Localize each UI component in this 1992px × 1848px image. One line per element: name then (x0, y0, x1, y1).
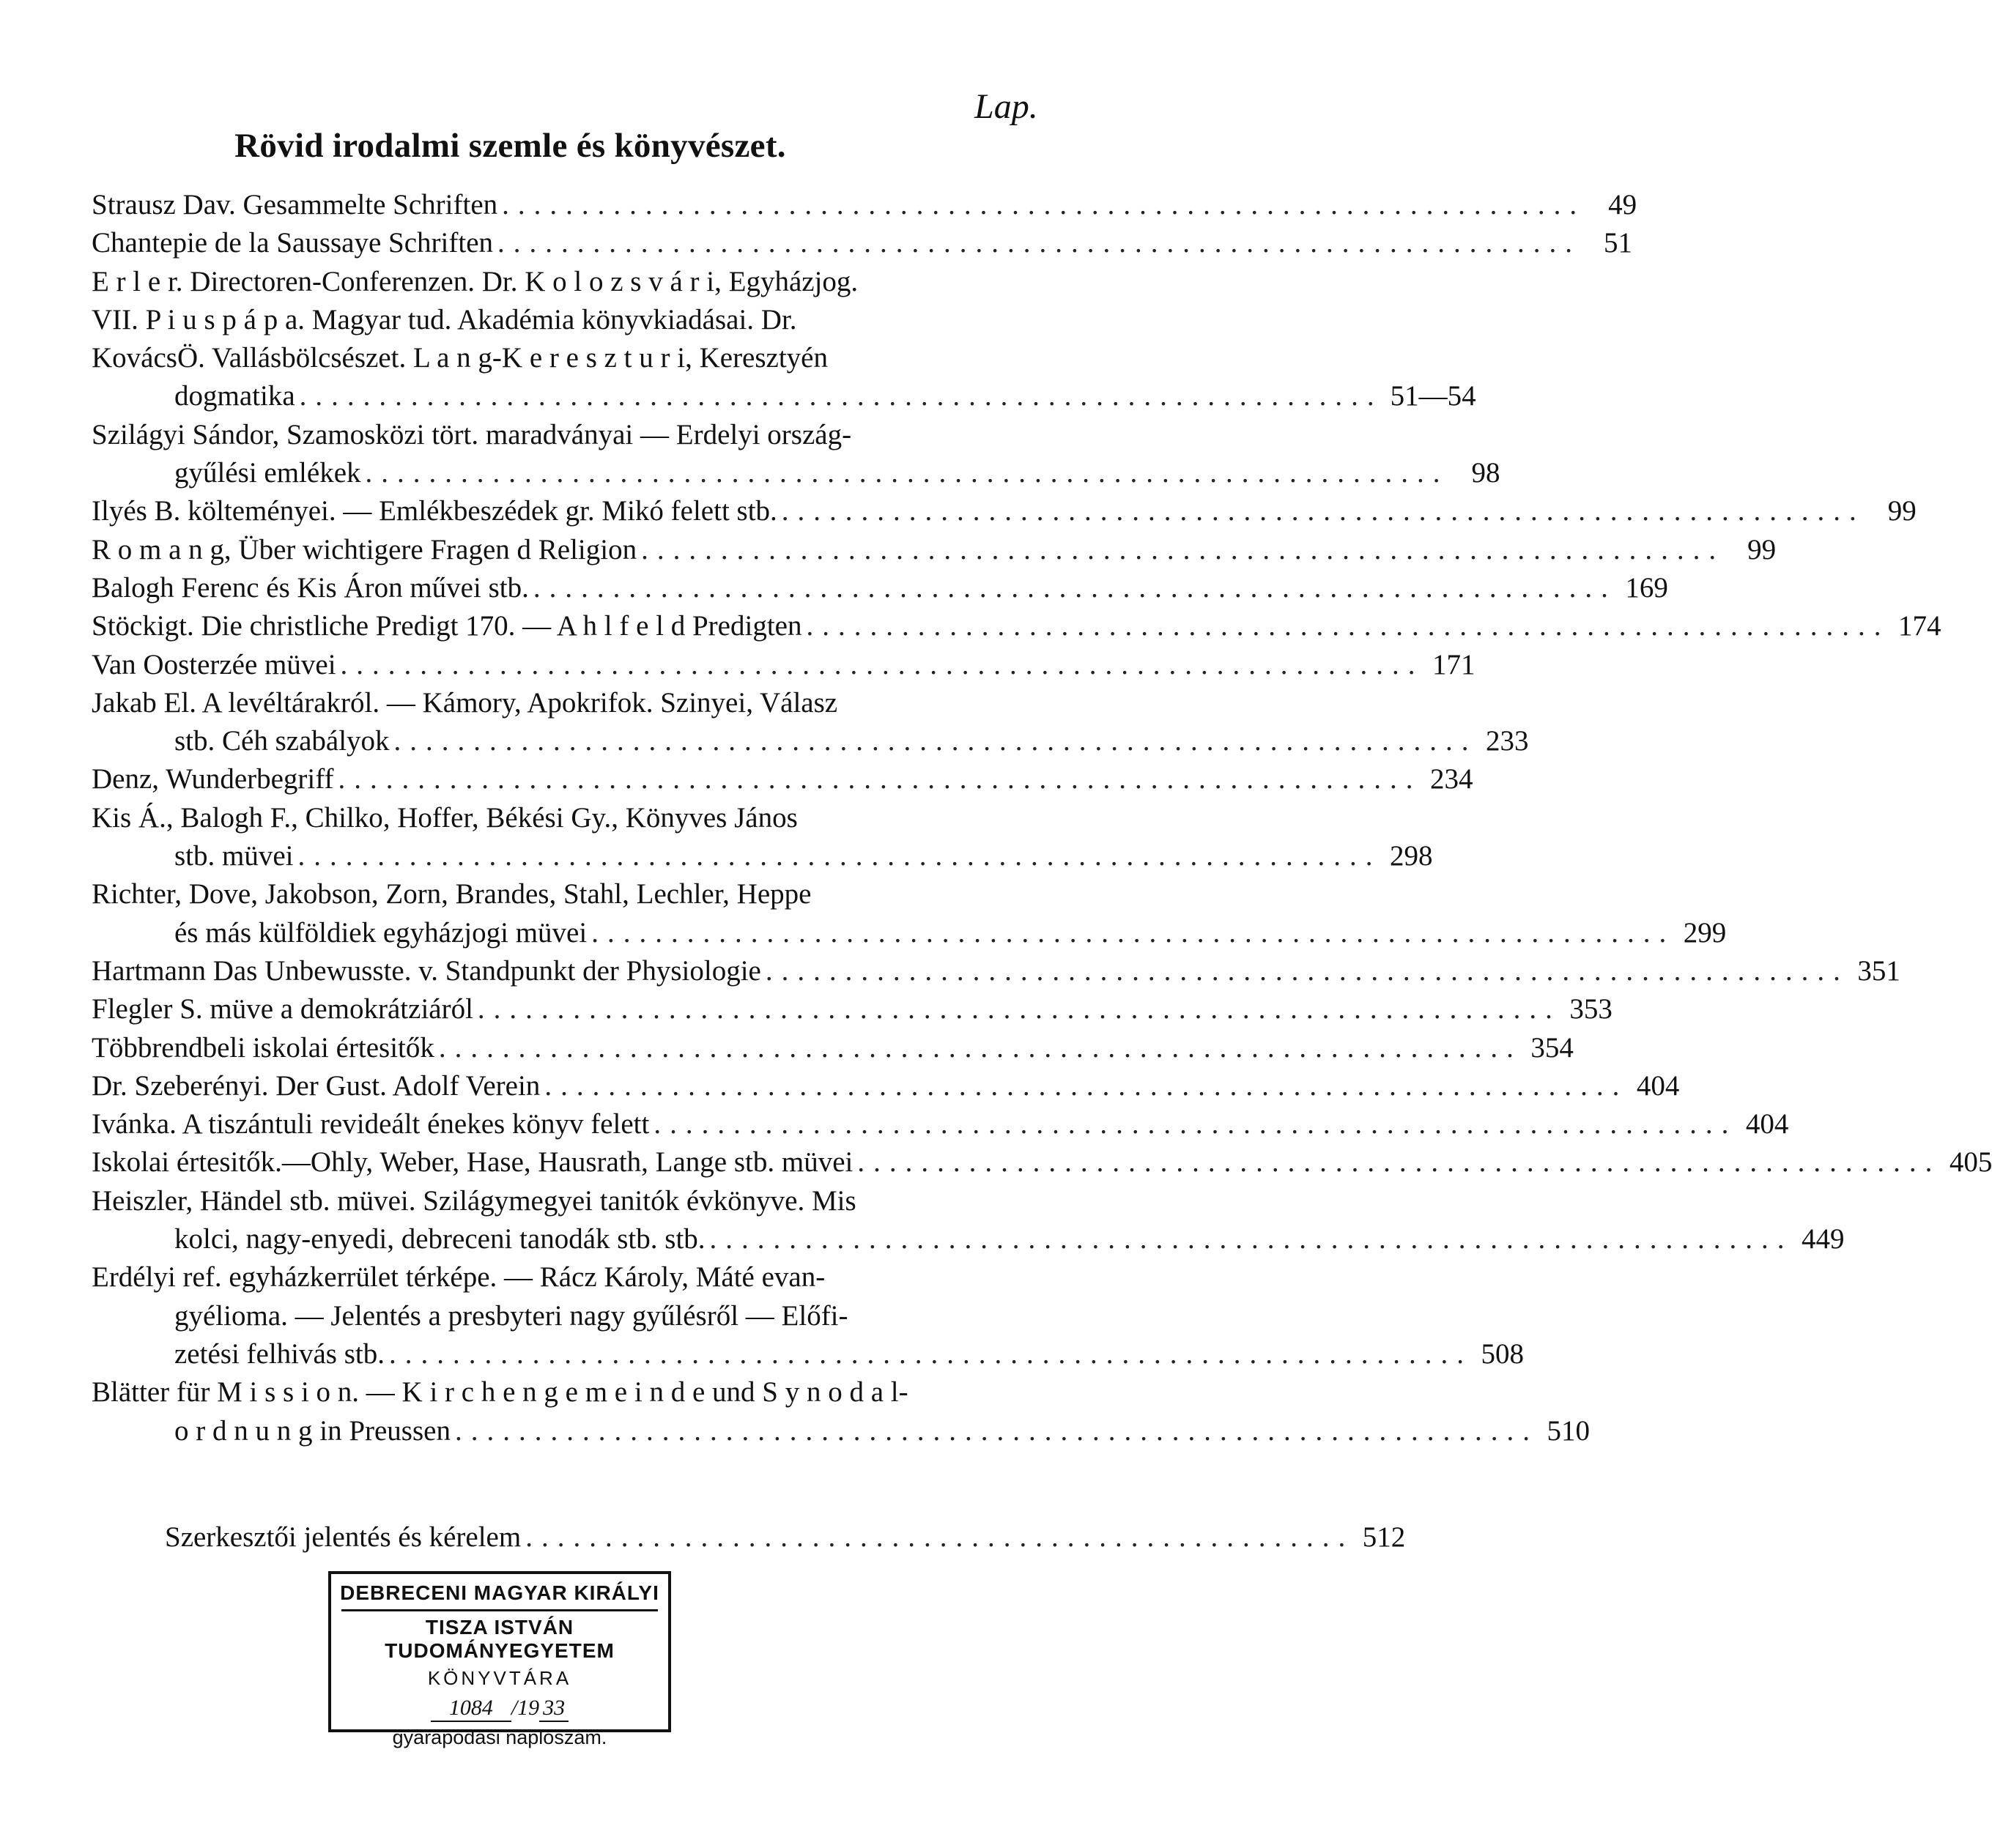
toc-line (92, 186, 1637, 224)
toc-line-text: dogmatika (174, 380, 295, 412)
toc-page-number: 351 (1857, 954, 1900, 987)
toc-page-number: 233 (1486, 725, 1529, 757)
leader-dots: .................................................................... (806, 610, 1890, 642)
toc-line (92, 1105, 1789, 1143)
toc-page-number: 169 (1625, 571, 1668, 604)
stamp-line-5: gyarapodási naplószám. (392, 1726, 607, 1748)
toc-line-text: zetési felhivás stb. (174, 1337, 385, 1370)
toc-line (92, 416, 1050, 454)
toc-page-number: 99 (1747, 533, 1777, 565)
toc-entry (92, 799, 1433, 876)
toc-entry (92, 684, 1529, 761)
toc-line-text: R o m a n g, Über wichtigere Fragen d Religion (92, 533, 637, 565)
stamp-year-prefix: /19 (511, 1696, 540, 1720)
toc-page-number: 51 (1604, 227, 1632, 259)
toc-line-text: Ivánka. A tiszántuli revideált énekes könyv felett (92, 1108, 650, 1140)
leader-dots: .................................................................... (591, 916, 1676, 949)
leader-dots: .................................................................... (857, 1146, 1941, 1179)
toc-line (92, 875, 1050, 913)
leader-dots: .................................................................... (641, 533, 1725, 565)
stamp-line-3: KÖNYVTÁRA (427, 1667, 572, 1689)
toc-line-text: Iskolai értesitők.—Ohly, Weber, Hase, Hausrath, Lange stb. müvei (92, 1146, 854, 1179)
toc-line-text: Van Oosterzée müvei (92, 648, 336, 680)
leader-dots: .................................................... (525, 1521, 1355, 1553)
toc-page-number: 449 (1802, 1223, 1845, 1255)
leader-dots: .................................................................... (497, 227, 1581, 259)
toc-line (92, 224, 1632, 262)
stamp-line-1: DEBRECENI MAGYAR KIRÁLYI (340, 1581, 659, 1604)
toc-entry (92, 531, 1777, 569)
toc-line-text: Szilágyi Sándor, Szamosközi tört. maradványai — Erdelyi ország- (92, 418, 852, 450)
leader-dots: .................................................................... (502, 189, 1586, 220)
toc-line (92, 1143, 1992, 1181)
toc-line-text: Strausz Dav. Gesammelte Schriften (92, 189, 498, 220)
toc-line (92, 607, 1941, 645)
toc-entry (92, 875, 1727, 952)
toc-page-number: 98 (1471, 457, 1500, 489)
toc-entry (92, 1373, 1590, 1450)
toc-line (92, 1067, 1680, 1105)
toc-line (92, 1029, 1574, 1067)
stamp-year: 33 (539, 1696, 569, 1722)
toc-entry (92, 1105, 1789, 1143)
toc-page-number: 404 (1745, 1108, 1789, 1140)
toc-page-number: 405 (1949, 1146, 1992, 1179)
toc-line-text: gyűlési emlékek (174, 457, 361, 489)
leader-dots: .................................................................... (393, 725, 1478, 757)
toc-line (92, 301, 1050, 339)
toc-line-text: Balogh Ferenc és Kis Áron művei stb. (92, 571, 529, 604)
toc-line (92, 646, 1476, 684)
leader-dots: .................................................................... (709, 1223, 1793, 1255)
toc-line-text: Hartmann Das Unbewusste. v. Standpunkt der Physiologie (92, 954, 761, 987)
stamp-accession-row (331, 1696, 668, 1722)
toc-page-number: 51—54 (1390, 380, 1476, 412)
toc-entry (92, 952, 1900, 990)
toc-line (92, 1297, 1050, 1335)
leader-dots: .................................................................... (299, 380, 1383, 412)
toc-line-text: kolci, nagy-enyedi, debreceni tanodák stb. stb. (174, 1223, 706, 1255)
toc-line-text: Chantepie de la Saussaye Schriften (92, 227, 493, 259)
toc-line-text: Jakab El. A levéltárakról. — Kámory, Apokrifok. Szinyei, Válasz (92, 686, 838, 719)
toc-line (92, 1373, 1050, 1411)
toc-entry (92, 492, 1917, 530)
toc-line-text: Blätter für M i s s i o n. — K i r c h e n g e m e i n d e und S y n o d a l- (92, 1376, 908, 1409)
toc-line (92, 569, 1668, 607)
toc-line-text: Ilyés B. költeményei. — Emlékbeszédek gr. Mikó felett stb. (92, 495, 777, 527)
toc-line-text: Flegler S. müve a demokrátziáról (92, 993, 473, 1025)
toc-line (92, 377, 1476, 415)
toc-line-text: Erdélyi ref. egyházkerrület térképe. — Rácz Károly, Máté evan- (92, 1261, 826, 1294)
toc-entry (92, 1182, 1845, 1259)
toc-entry (92, 1143, 1992, 1181)
toc-entry (92, 186, 1637, 224)
toc-line-text: és más külföldiek egyházjogi müvei (174, 916, 588, 949)
toc-line (92, 454, 1500, 492)
toc-line (92, 914, 1727, 952)
toc-line (92, 684, 1050, 722)
leader-dots: .................................................................... (340, 648, 1424, 680)
toc-line-text: VII. P i u s p á p a. Magyar tud. Akadémia könyvkiadásai. Dr. (92, 303, 797, 335)
toc-line-text: Kis Á., Balogh F., Chilko, Hoffer, Békési Gy., Könyves János (92, 801, 798, 834)
toc-page-number: 510 (1547, 1414, 1590, 1447)
leader-dots: .................................................................... (781, 495, 1865, 527)
toc-line-text: E r l e r. Directoren-Conferenzen. Dr. K o l o z s v á r i, Egyházjog. (92, 265, 859, 297)
toc-entry (92, 224, 1632, 262)
toc-entry (92, 990, 1613, 1028)
toc-line-text: Stöckigt. Die christliche Predigt 170. — A h l f e l d Predigten (92, 610, 802, 642)
editor-note (165, 1518, 1406, 1556)
toc-line-text: gyélioma. — Jelentés a presbyteri nagy gyűlésről — Előfi- (174, 1299, 848, 1332)
toc-line-text: o r d n u n g in Preussen (174, 1414, 451, 1447)
table-of-contents (92, 186, 1992, 1450)
toc-line-text: Denz, Wunderbegriff (92, 763, 334, 795)
toc-page-number: 99 (1887, 495, 1917, 527)
toc-line-text: Többrendbeli iskolai értesitők (92, 1031, 434, 1064)
leader-dots: .................................................................... (454, 1414, 1539, 1447)
toc-page-number: 298 (1390, 840, 1433, 872)
toc-line-text: Richter, Dove, Jakobson, Zorn, Brandes, Stahl, Lechler, Heppe (92, 878, 812, 910)
toc-page-number: 354 (1530, 1031, 1574, 1064)
toc-page-number: 512 (1362, 1521, 1406, 1553)
toc-entry (92, 760, 1473, 798)
toc-page-number: 171 (1432, 648, 1476, 680)
toc-entry (92, 263, 1476, 416)
toc-line (165, 1518, 1406, 1556)
toc-line-text: KovácsÖ. Vallásbölcsészet. L a n g-K e r e s z t u r i, Keresztyén (92, 342, 828, 374)
leader-dots: .................................................................... (438, 1031, 1522, 1064)
toc-line (92, 760, 1473, 798)
toc-line (92, 722, 1529, 760)
toc-line (92, 952, 1900, 990)
toc-line (92, 1220, 1845, 1258)
leader-dots: .................................................................... (544, 1069, 1629, 1102)
toc-line-text: stb. Céh szabályok (174, 725, 390, 757)
stamp-line-2: TISZA ISTVÁN TUDOMÁNYEGYETEM (385, 1616, 615, 1662)
toc-entry (92, 416, 1500, 493)
toc-line (92, 799, 1050, 837)
leader-dots: .................................................................... (365, 457, 1449, 489)
toc-entry (92, 1067, 1680, 1105)
toc-line (92, 263, 1050, 301)
toc-page-number: 353 (1569, 993, 1613, 1025)
stamp-accession-number: 1084 (431, 1696, 511, 1722)
leader-dots: .................................................................... (477, 993, 1561, 1025)
toc-line (92, 1258, 1050, 1296)
leader-dots: .................................................................... (533, 571, 1617, 604)
leader-dots: .................................................................... (297, 840, 1382, 872)
toc-line (92, 1412, 1590, 1450)
leader-dots: .................................................................... (653, 1108, 1738, 1140)
leader-dots: .................................................................... (338, 763, 1422, 795)
toc-entry (92, 1029, 1574, 1067)
toc-line-text: Heiszler, Händel stb. müvei. Szilágymegyei tanitók évkönyve. Mis (92, 1184, 856, 1217)
toc-page-number: 49 (1608, 189, 1637, 220)
library-stamp (328, 1571, 671, 1748)
toc-line-text: Dr. Szeberényi. Der Gust. Adolf Verein (92, 1069, 541, 1102)
leader-dots: .................................................................... (765, 954, 1849, 987)
toc-entry (92, 646, 1476, 684)
toc-page-number: 299 (1683, 916, 1727, 949)
toc-line (92, 837, 1433, 875)
toc-line-text: stb. müvei (174, 840, 294, 872)
toc-line (92, 492, 1917, 530)
toc-page-number: 234 (1430, 763, 1473, 795)
toc-line (92, 1335, 1524, 1373)
leader-dots: .................................................................... (389, 1337, 1473, 1370)
toc-page-number: 404 (1636, 1069, 1680, 1102)
toc-line-text: Szerkesztői jelentés és kérelem (165, 1521, 522, 1553)
page-title: Rövid irodalmi szemle és könyvészet. (234, 127, 786, 165)
stamp-divider (341, 1609, 658, 1611)
toc-page-number: 174 (1897, 610, 1941, 642)
toc-line (92, 339, 1050, 377)
toc-entry (92, 607, 1941, 645)
toc-entry (92, 1258, 1524, 1373)
toc-line (92, 531, 1777, 569)
page-column-label: Lap. (974, 87, 1038, 126)
toc-line (92, 990, 1613, 1028)
toc-page-number: 508 (1481, 1337, 1524, 1370)
toc-entry (92, 569, 1668, 607)
toc-line (92, 1182, 1050, 1220)
